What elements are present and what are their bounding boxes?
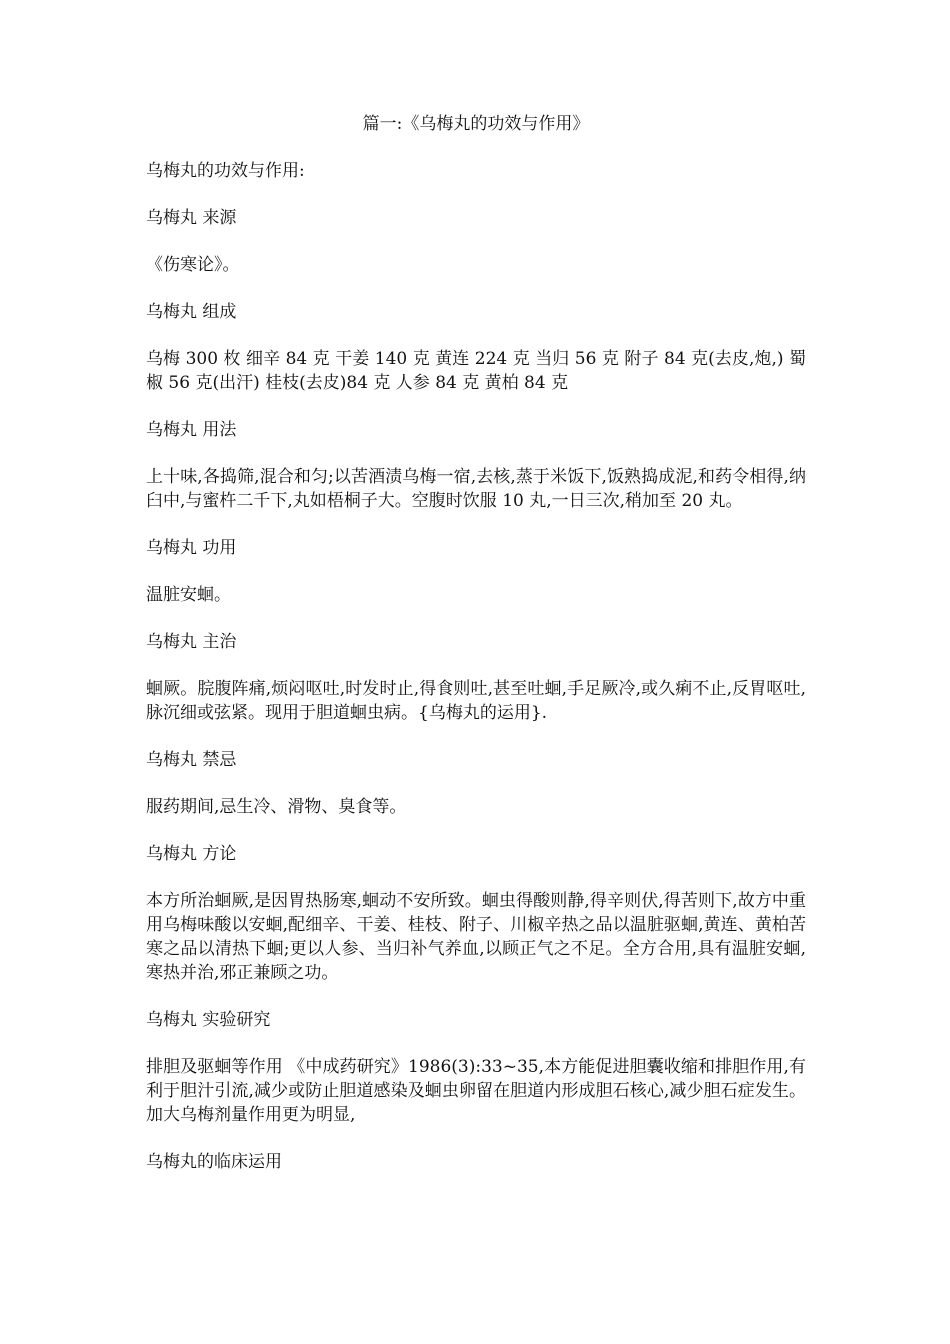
paragraph: 温脏安蛔。: [146, 585, 231, 605]
document-page: [146, 112, 806, 1197]
section-heading: 乌梅丸 来源: [146, 208, 237, 228]
paragraph: 上十味,各捣筛,混合和匀;以苦酒渍乌梅一宿,去核,蒸于米饭下,饭熟捣成泥,和药令相得,纳臼中,与蜜杵二千下,丸如梧桐子大。空腹时饮服 10 丸,一日三次,稍加至 20 丸。: [146, 467, 806, 511]
paragraph: 本方所治蛔厥,是因胃热肠寒,蛔动不安所致。蛔虫得酸则静,得辛则伏,得苦则下,故方中重用乌梅味酸以安蛔,配细辛、干姜、桂枝、附子、川椒辛热之品以温脏驱蛔,黄连、黄柏苦寒之品以清热下蛔;更以人参、当归补气养血,以顾正气之不足。全方合用,具有温脏安蛔,寒热并治,邪正兼顾之功。: [146, 891, 806, 983]
section-heading: 乌梅丸 主治: [146, 632, 237, 652]
paragraph: 《伤寒论》。: [146, 255, 240, 275]
document-body: [146, 159, 806, 1174]
paragraph: 乌梅 300 枚 细辛 84 克 干姜 140 克 黄连 224 克 当归 56 克 附子 84 克(去皮,炮,) 蜀椒 56 克(出汗) 桂枝(去皮)84 克 人参 84 克 黄柏 84 克: [146, 349, 806, 393]
section-heading: 乌梅丸 禁忌: [146, 750, 237, 770]
paragraph: 服药期间,忌生冷、滑物、臭食等。: [146, 797, 407, 817]
section-heading: 乌梅丸 实验研究: [146, 1010, 271, 1030]
section-heading: 乌梅丸的临床运用: [146, 1152, 282, 1172]
section-heading: 乌梅丸 功用: [146, 538, 237, 558]
section-heading: 乌梅丸 方论: [146, 844, 237, 864]
paragraph: 蛔厥。脘腹阵痛,烦闷呕吐,时发时止,得食则吐,甚至吐蛔,手足厥冷,或久痢不止,反胃呕吐,脉沉细或弦紧。现用于胆道蛔虫病。{乌梅丸的运用}.: [146, 679, 806, 723]
section-heading: 乌梅丸 用法: [146, 420, 237, 440]
paragraph: 排胆及驱蛔等作用 《中成药研究》1986(3):33~35,本方能促进胆囊收缩和排胆作用,有利于胆汁引流,减少或防止胆道感染及蛔虫卵留在胆道内形成胆石核心,减少胆石症发生。加大乌梅剂量作用更为明显,: [146, 1057, 806, 1125]
document-title: 篇一:《乌梅丸的功效与作用》: [362, 114, 590, 134]
section-heading: 乌梅丸 组成: [146, 302, 237, 322]
section-heading: 乌梅丸的功效与作用:: [146, 161, 305, 181]
